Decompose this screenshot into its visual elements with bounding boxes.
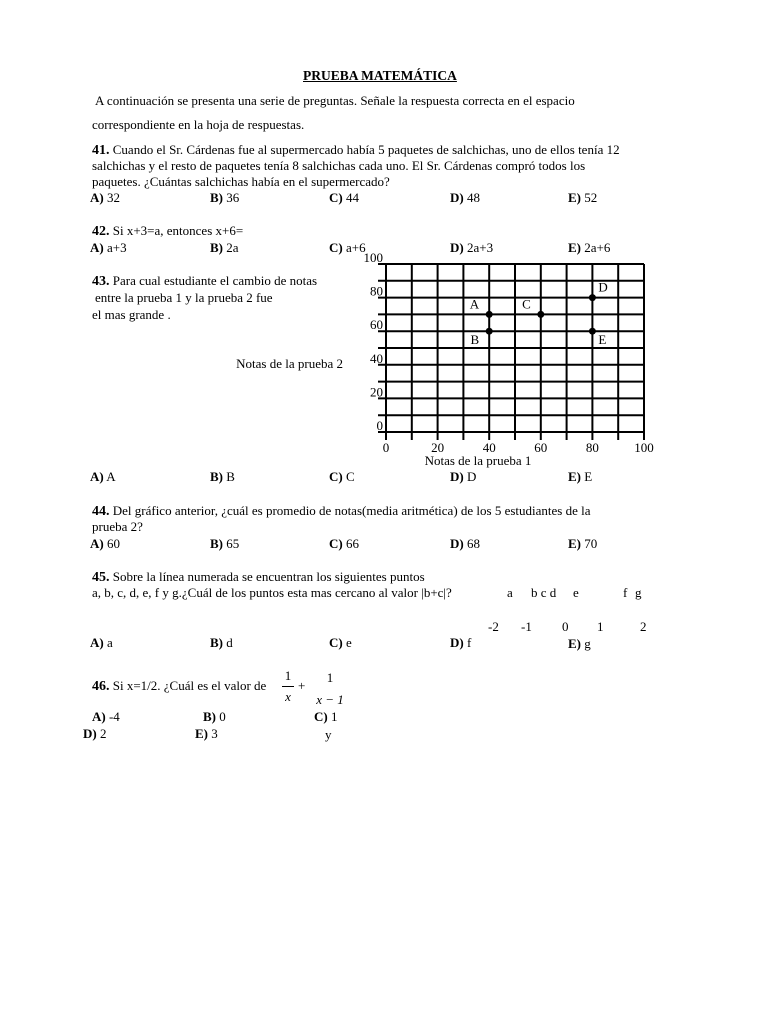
q44-option-d[interactable]	[450, 536, 480, 552]
option-letter: E)	[568, 190, 581, 205]
data-point-d	[589, 294, 596, 301]
q44-option-c[interactable]	[329, 536, 359, 552]
q46-option-e[interactable]	[195, 726, 218, 742]
q46-option-d[interactable]	[83, 726, 106, 742]
option-text: A	[106, 469, 116, 484]
option-text: 66	[345, 536, 359, 551]
chart-ylabel: Notas de la prueba 2	[236, 356, 343, 371]
option-letter: A)	[90, 190, 104, 205]
q43-line-3: el mas grande .	[92, 307, 171, 322]
option-text: 2a	[226, 240, 239, 255]
option-letter: A)	[90, 536, 104, 551]
point-letters-bcd: b c d	[531, 585, 557, 600]
y-tick-label: 60	[370, 317, 383, 333]
option-letter: E)	[568, 636, 581, 651]
axis-number-0: 0	[562, 619, 569, 634]
option-letter: A)	[90, 240, 104, 255]
q44-option-a[interactable]	[90, 536, 120, 552]
option-text: 1	[330, 709, 338, 724]
option-text: g	[584, 636, 591, 651]
data-point-e	[589, 328, 596, 335]
point-letter-a: a	[507, 585, 513, 600]
x-tick-label: 100	[634, 440, 654, 455]
q41-line-3: paquetes. ¿Cuántas salchichas había en el supermercado?	[92, 174, 390, 189]
option-letter: C)	[329, 240, 343, 255]
option-letter: B)	[210, 635, 223, 650]
option-letter: D)	[450, 536, 464, 551]
data-point-a	[486, 311, 493, 318]
fraction-1-bar	[282, 686, 294, 687]
option-letter: A)	[90, 469, 104, 484]
option-text: E	[584, 469, 593, 484]
q45-option-c[interactable]	[329, 635, 352, 651]
option-letter: C)	[329, 190, 343, 205]
option-letter: B)	[203, 709, 216, 724]
q41-text-1: Cuando el Sr. Cárdenas fue al supermercado había 5 paquetes de salchichas, uno de ellos tenía 12	[112, 142, 620, 157]
q42-text: Si x+3=a, entonces x+6=	[112, 223, 244, 238]
q45-line-2: a, b, c, d, e, f y g.¿Cuál de los puntos esta mas cercano al valor |b+c|?	[92, 585, 452, 600]
option-text: 0	[219, 709, 226, 724]
option-letter: D)	[450, 190, 464, 205]
q43-option-b[interactable]	[210, 469, 235, 485]
y-tick-label: 0	[376, 418, 383, 433]
option-letter: E)	[568, 469, 581, 484]
option-letter: E)	[568, 240, 581, 255]
option-letter: D)	[83, 726, 97, 741]
option-text: 32	[106, 190, 120, 205]
option-text: 44	[345, 190, 359, 205]
option-text: 3	[211, 726, 218, 741]
scatter-chart	[0, 0, 768, 480]
option-text: 52	[584, 190, 598, 205]
axis-number-minus-2: -2	[488, 619, 499, 634]
q43-option-c[interactable]	[329, 469, 355, 485]
q42-number: 42.	[92, 224, 110, 239]
option-text: a+6	[345, 240, 366, 255]
page-title: PRUEBA MATEMÁTICA	[303, 68, 457, 83]
option-letter: C)	[329, 635, 343, 650]
q43-option-a[interactable]	[90, 469, 116, 485]
y-tick-label: 40	[370, 350, 383, 366]
q45-line-1	[92, 569, 425, 586]
x-tick-label: 40	[482, 440, 496, 455]
option-text: 2a+6	[584, 240, 611, 255]
point-label-a: A	[469, 296, 480, 312]
option-text: a+3	[106, 240, 127, 255]
q46-option-a[interactable]	[92, 709, 120, 725]
q41-number: 41.	[92, 143, 110, 158]
q45-option-a[interactable]	[90, 635, 113, 651]
axis-number-2: 2	[640, 619, 647, 634]
y-tick-label: 100	[363, 250, 383, 265]
option-text: 48	[466, 190, 480, 205]
option-text: 68	[466, 536, 480, 551]
data-point-c	[537, 311, 544, 318]
q44-line-2: prueba 2?	[92, 519, 143, 534]
q46-line	[92, 678, 266, 695]
option-text: f	[466, 635, 472, 650]
q44-number: 44.	[92, 504, 110, 519]
option-text: e	[345, 635, 352, 650]
q43-option-e[interactable]	[568, 469, 592, 485]
point-letter-e: e	[573, 585, 579, 600]
option-text: B	[226, 469, 235, 484]
option-letter: C)	[314, 709, 328, 724]
option-letter: A)	[92, 709, 106, 724]
q43-option-d[interactable]	[450, 469, 476, 485]
data-point-b	[486, 328, 493, 335]
x-tick-label: 20	[431, 440, 445, 455]
option-letter: C)	[329, 469, 343, 484]
q46-option-c[interactable]	[314, 709, 337, 725]
axis-number-minus-1: -1	[521, 619, 532, 634]
option-text: d	[226, 635, 233, 650]
axis-number-1: 1	[597, 619, 604, 634]
option-text: a	[106, 635, 113, 650]
option-text: -4	[108, 709, 120, 724]
option-text: C	[345, 469, 355, 484]
q43-text-1: Para cual estudiante el cambio de notas	[112, 273, 318, 288]
point-label-c: C	[522, 296, 531, 312]
point-letter-f: f	[623, 585, 628, 600]
option-letter: D)	[450, 635, 464, 650]
option-letter: E)	[195, 726, 208, 741]
y-tick-label: 20	[370, 384, 383, 400]
option-text: 2a+3	[466, 240, 494, 255]
plus-sign: +	[298, 678, 306, 693]
option-text: 2	[99, 726, 107, 741]
option-letter: C)	[329, 536, 343, 551]
option-text: 60	[106, 536, 120, 551]
option-letter: B)	[210, 536, 223, 551]
q45-option-e[interactable]	[568, 636, 591, 652]
fraction-1-numerator: 1	[284, 668, 292, 683]
q46-number: 46.	[92, 679, 110, 694]
q43-number: 43.	[92, 274, 110, 289]
point-label-e: E	[598, 332, 607, 348]
option-letter: B)	[210, 240, 223, 255]
q41-line-2: salchichas y el resto de paquetes tenía 8 salchichas cada uno. El Sr. Cárdenas compró todos los	[92, 158, 586, 173]
q46-text: Si x=1/2. ¿Cuál es el valor de	[112, 678, 267, 693]
q45-text-1: Sobre la línea numerada se encuentran los siguientes puntos	[112, 569, 425, 584]
y-tick-label: 80	[370, 283, 383, 299]
q45-option-b[interactable]	[210, 635, 233, 651]
point-label-d: D	[598, 279, 608, 295]
intro-line-1: A continuación se presenta una serie de preguntas. Señale la respuesta correcta en el espacio	[95, 93, 575, 108]
option-text: 36	[226, 190, 240, 205]
fraction-1-denominator: x	[285, 689, 291, 704]
option-letter: E)	[568, 536, 581, 551]
chart-xlabel: Notas de la prueba 1	[424, 453, 532, 468]
q44-option-b[interactable]	[210, 536, 239, 552]
option-text: 65	[226, 536, 240, 551]
option-letter: B)	[210, 190, 223, 205]
q44-text-1: Del gráfico anterior, ¿cuál es promedio de notas(media aritmética) de los 5 estudiantes de la	[112, 503, 591, 518]
fraction-2-denominator: x − 1	[316, 692, 344, 707]
option-letter: D)	[450, 469, 464, 484]
q46-option-b[interactable]	[203, 709, 226, 725]
option-letter: B)	[210, 469, 223, 484]
stray-letter-y: y	[325, 727, 332, 742]
intro-line-2: correspondiente en la hoja de respuestas.	[92, 117, 305, 132]
q45-option-d[interactable]	[450, 635, 471, 651]
x-tick-label: 80	[585, 440, 599, 455]
q44-line-1	[92, 503, 591, 520]
q45-number: 45.	[92, 570, 110, 585]
fraction-2-numerator: 1	[326, 670, 334, 685]
option-text: D	[466, 469, 477, 484]
q44-option-e[interactable]	[568, 536, 597, 552]
q43-line-2: entre la prueba 1 y la prueba 2 fue	[95, 290, 273, 305]
option-letter: D)	[450, 240, 464, 255]
option-letter: A)	[90, 635, 104, 650]
point-label-b: B	[470, 332, 480, 348]
x-tick-label: 0	[382, 440, 390, 455]
option-text: 70	[584, 536, 598, 551]
x-tick-label: 60	[534, 440, 548, 455]
point-letter-g: g	[635, 585, 642, 600]
